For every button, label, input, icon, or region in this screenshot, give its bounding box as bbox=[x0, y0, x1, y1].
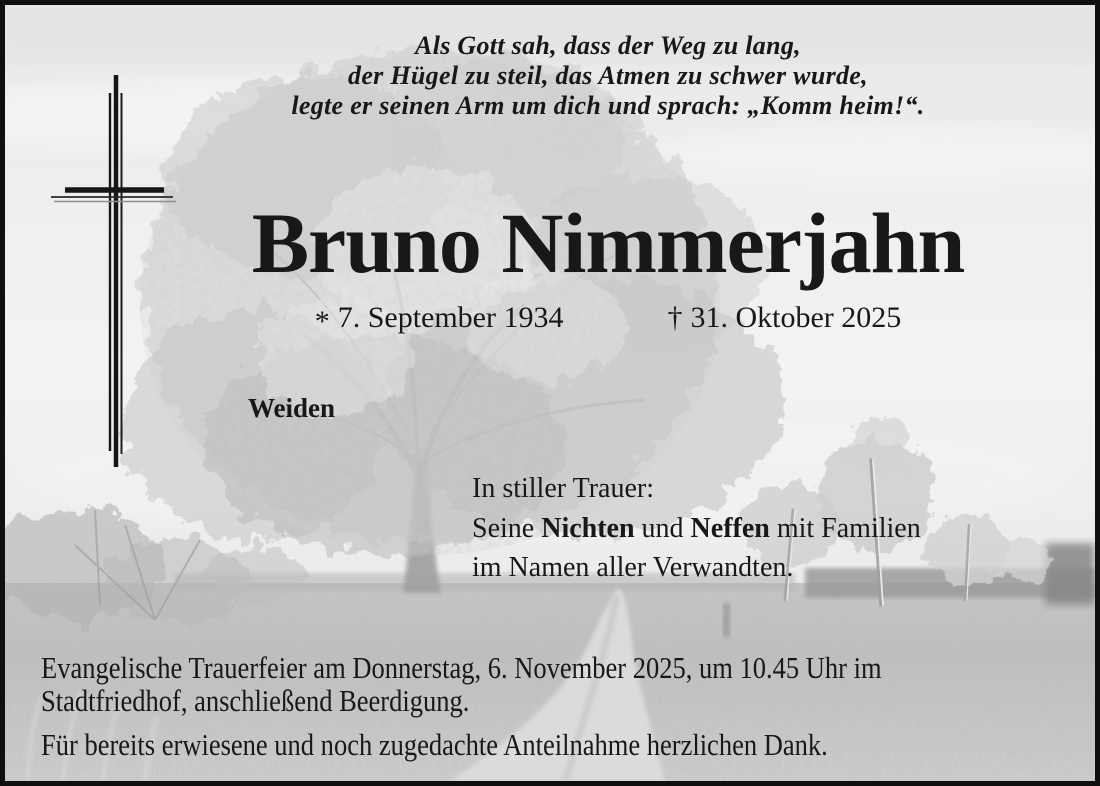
life-dates bbox=[111, 301, 1100, 338]
mourning-block bbox=[472, 469, 921, 588]
epigraph-line-2: der Hügel zu steil, das Atmen zu schwer wurde, bbox=[348, 61, 868, 90]
death-date-text: 31. Oktober 2025 bbox=[690, 301, 902, 334]
funeral-service-info bbox=[41, 651, 1067, 761]
mourning-pre: Seine bbox=[472, 512, 542, 544]
mourning-mid: und bbox=[634, 512, 691, 544]
epigraph-quote bbox=[111, 31, 1100, 121]
mourning-nephews: Neffen bbox=[690, 512, 770, 544]
born-asterisk-icon: * bbox=[314, 305, 330, 338]
epigraph-line-3: legte er seinen Arm um dich und sprach: „Komm heim!“. bbox=[291, 91, 925, 120]
mourning-relatives bbox=[472, 509, 921, 549]
deceased-name: Bruno Nimmerjahn bbox=[251, 195, 965, 291]
mourning-nieces: Nichten bbox=[541, 512, 635, 544]
place-of-residence: Weiden bbox=[248, 393, 336, 423]
thanks-line: Für bereits erwiesene und noch zugedachte Anteilnahme herzlichen Dank. bbox=[41, 727, 828, 762]
service-line-2: Stadtfriedhof, anschließend Beerdigung. bbox=[41, 683, 470, 718]
birth-date-text: 7. September 1934 bbox=[337, 301, 564, 334]
mourning-intro: In stiller Trauer: bbox=[472, 473, 654, 504]
mourning-closing: im Namen aller Verwandten. bbox=[472, 552, 794, 583]
birth-date bbox=[314, 301, 564, 338]
died-dagger-icon: † bbox=[667, 301, 683, 334]
service-line-1: Evangelische Trauerfeier am Donnerstag, 6. November 2025, um 10.45 Uhr im bbox=[41, 650, 882, 685]
mourning-post: mit Familien bbox=[769, 512, 921, 544]
death-date bbox=[667, 301, 901, 335]
epigraph-line-1: Als Gott sah, dass der Weg zu lang, bbox=[415, 31, 801, 60]
